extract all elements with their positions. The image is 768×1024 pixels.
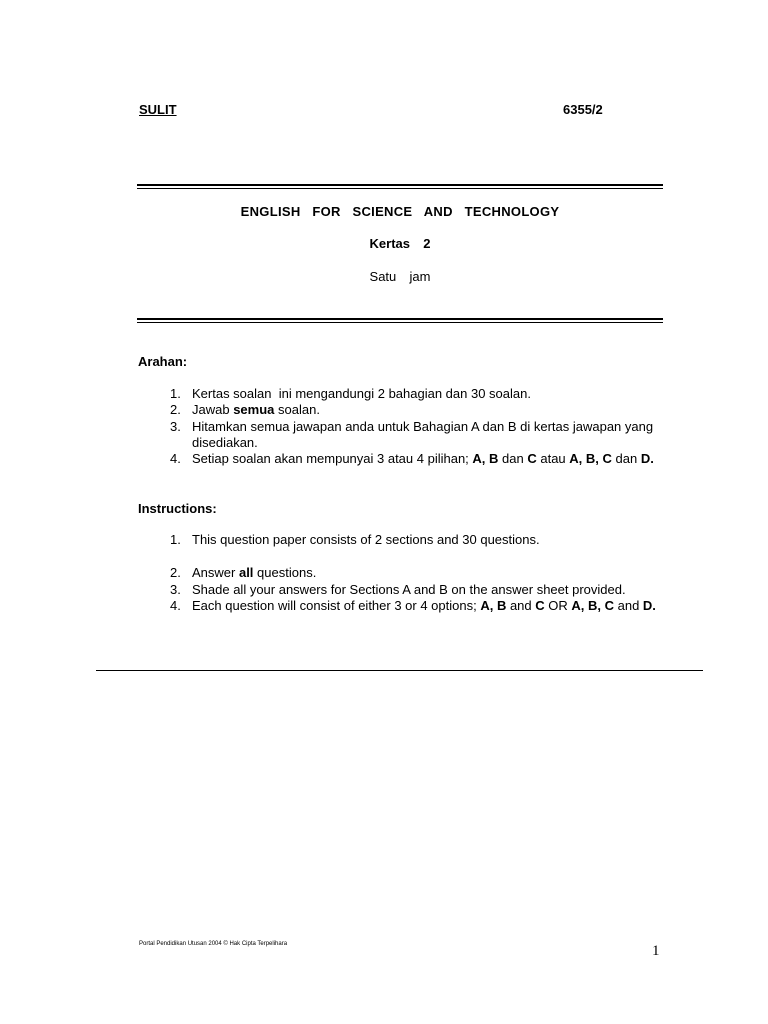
list-item: [170, 402, 670, 418]
footer-copyright: Portal Pendidikan Utusan 2004 © Hak Cipta Terpelihara: [139, 941, 288, 947]
bold-text: D.: [640, 451, 654, 467]
item-number: 2.: [170, 402, 181, 418]
bottom-double-rule: [137, 318, 663, 320]
subject-title: ENGLISH FOR SCIENCE AND TECHNOLOGY: [240, 204, 560, 219]
classification-label: SULIT: [139, 102, 177, 117]
item-text: [192, 532, 670, 548]
item-text: [192, 582, 670, 598]
bold-text: A, B, C: [569, 451, 612, 467]
paper-number: Kertas 2: [369, 236, 431, 251]
list-item: [170, 532, 670, 548]
text-run: Each question will consist of either 3 or 4 options;: [192, 597, 481, 613]
bold-text: A, B, C: [571, 597, 614, 613]
item-number: 4.: [170, 597, 181, 613]
list-item: [170, 598, 670, 614]
item-text: [192, 402, 670, 418]
list-item: [170, 582, 670, 598]
text-run: questions.: [253, 565, 317, 581]
item-text: [192, 419, 670, 452]
list-item: [170, 419, 670, 452]
text-run: soalan.: [274, 402, 320, 418]
text-run: dan: [498, 451, 528, 467]
bold-text: semua: [233, 402, 275, 418]
item-number: 4.: [170, 451, 181, 467]
text-run: Kertas soalan ini mengandungi 2 bahagian dan 30 soalan.: [192, 386, 531, 401]
text-run: dan: [611, 451, 641, 467]
text-run: and: [614, 597, 643, 613]
text-run: Setiap soalan akan mempunyai 3 atau 4 pilihan;: [192, 451, 473, 467]
item-text: [192, 386, 670, 402]
bold-text: C: [535, 597, 545, 613]
text-run: and: [506, 597, 536, 613]
text-run: Answer: [192, 565, 239, 581]
item-number: 1.: [170, 386, 181, 401]
list-item: [170, 451, 670, 467]
instructions-list: [170, 532, 670, 614]
item-text: [192, 565, 670, 581]
top-double-rule: [137, 184, 663, 186]
list-item: [170, 386, 670, 402]
item-text: [192, 451, 670, 467]
exam-duration: Satu jam: [369, 269, 431, 284]
text-run: Jawab: [192, 402, 234, 418]
text-run: This question paper consists of 2 sections and 30 questions.: [192, 532, 540, 547]
item-text: [192, 598, 670, 614]
item-number: 2.: [170, 565, 181, 581]
page-number: 1: [652, 943, 660, 959]
text-run: Shade all your answers for Sections A and B on the answer sheet provided.: [192, 581, 626, 597]
item-number: 3.: [170, 581, 181, 597]
text-run: OR: [544, 597, 572, 613]
bold-text: A, B: [472, 451, 499, 467]
bold-text: D.: [642, 597, 656, 613]
item-number: 1.: [170, 532, 181, 547]
section-divider: [96, 670, 703, 671]
bold-text: C: [527, 451, 537, 467]
list-item: [170, 565, 670, 581]
text-run: Hitamkan semua jawapan anda untuk Bahagian A dan B di kertas jawapan yang disediakan.: [192, 418, 657, 450]
bold-text: all: [238, 565, 254, 581]
arahan-heading: Arahan:: [138, 354, 188, 369]
bold-text: A, B: [480, 597, 507, 613]
arahan-list: [170, 386, 670, 467]
instructions-heading: Instructions:: [138, 501, 217, 516]
text-run: atau: [536, 451, 570, 467]
paper-code: 6355/2: [563, 102, 603, 117]
item-number: 3.: [170, 418, 181, 434]
